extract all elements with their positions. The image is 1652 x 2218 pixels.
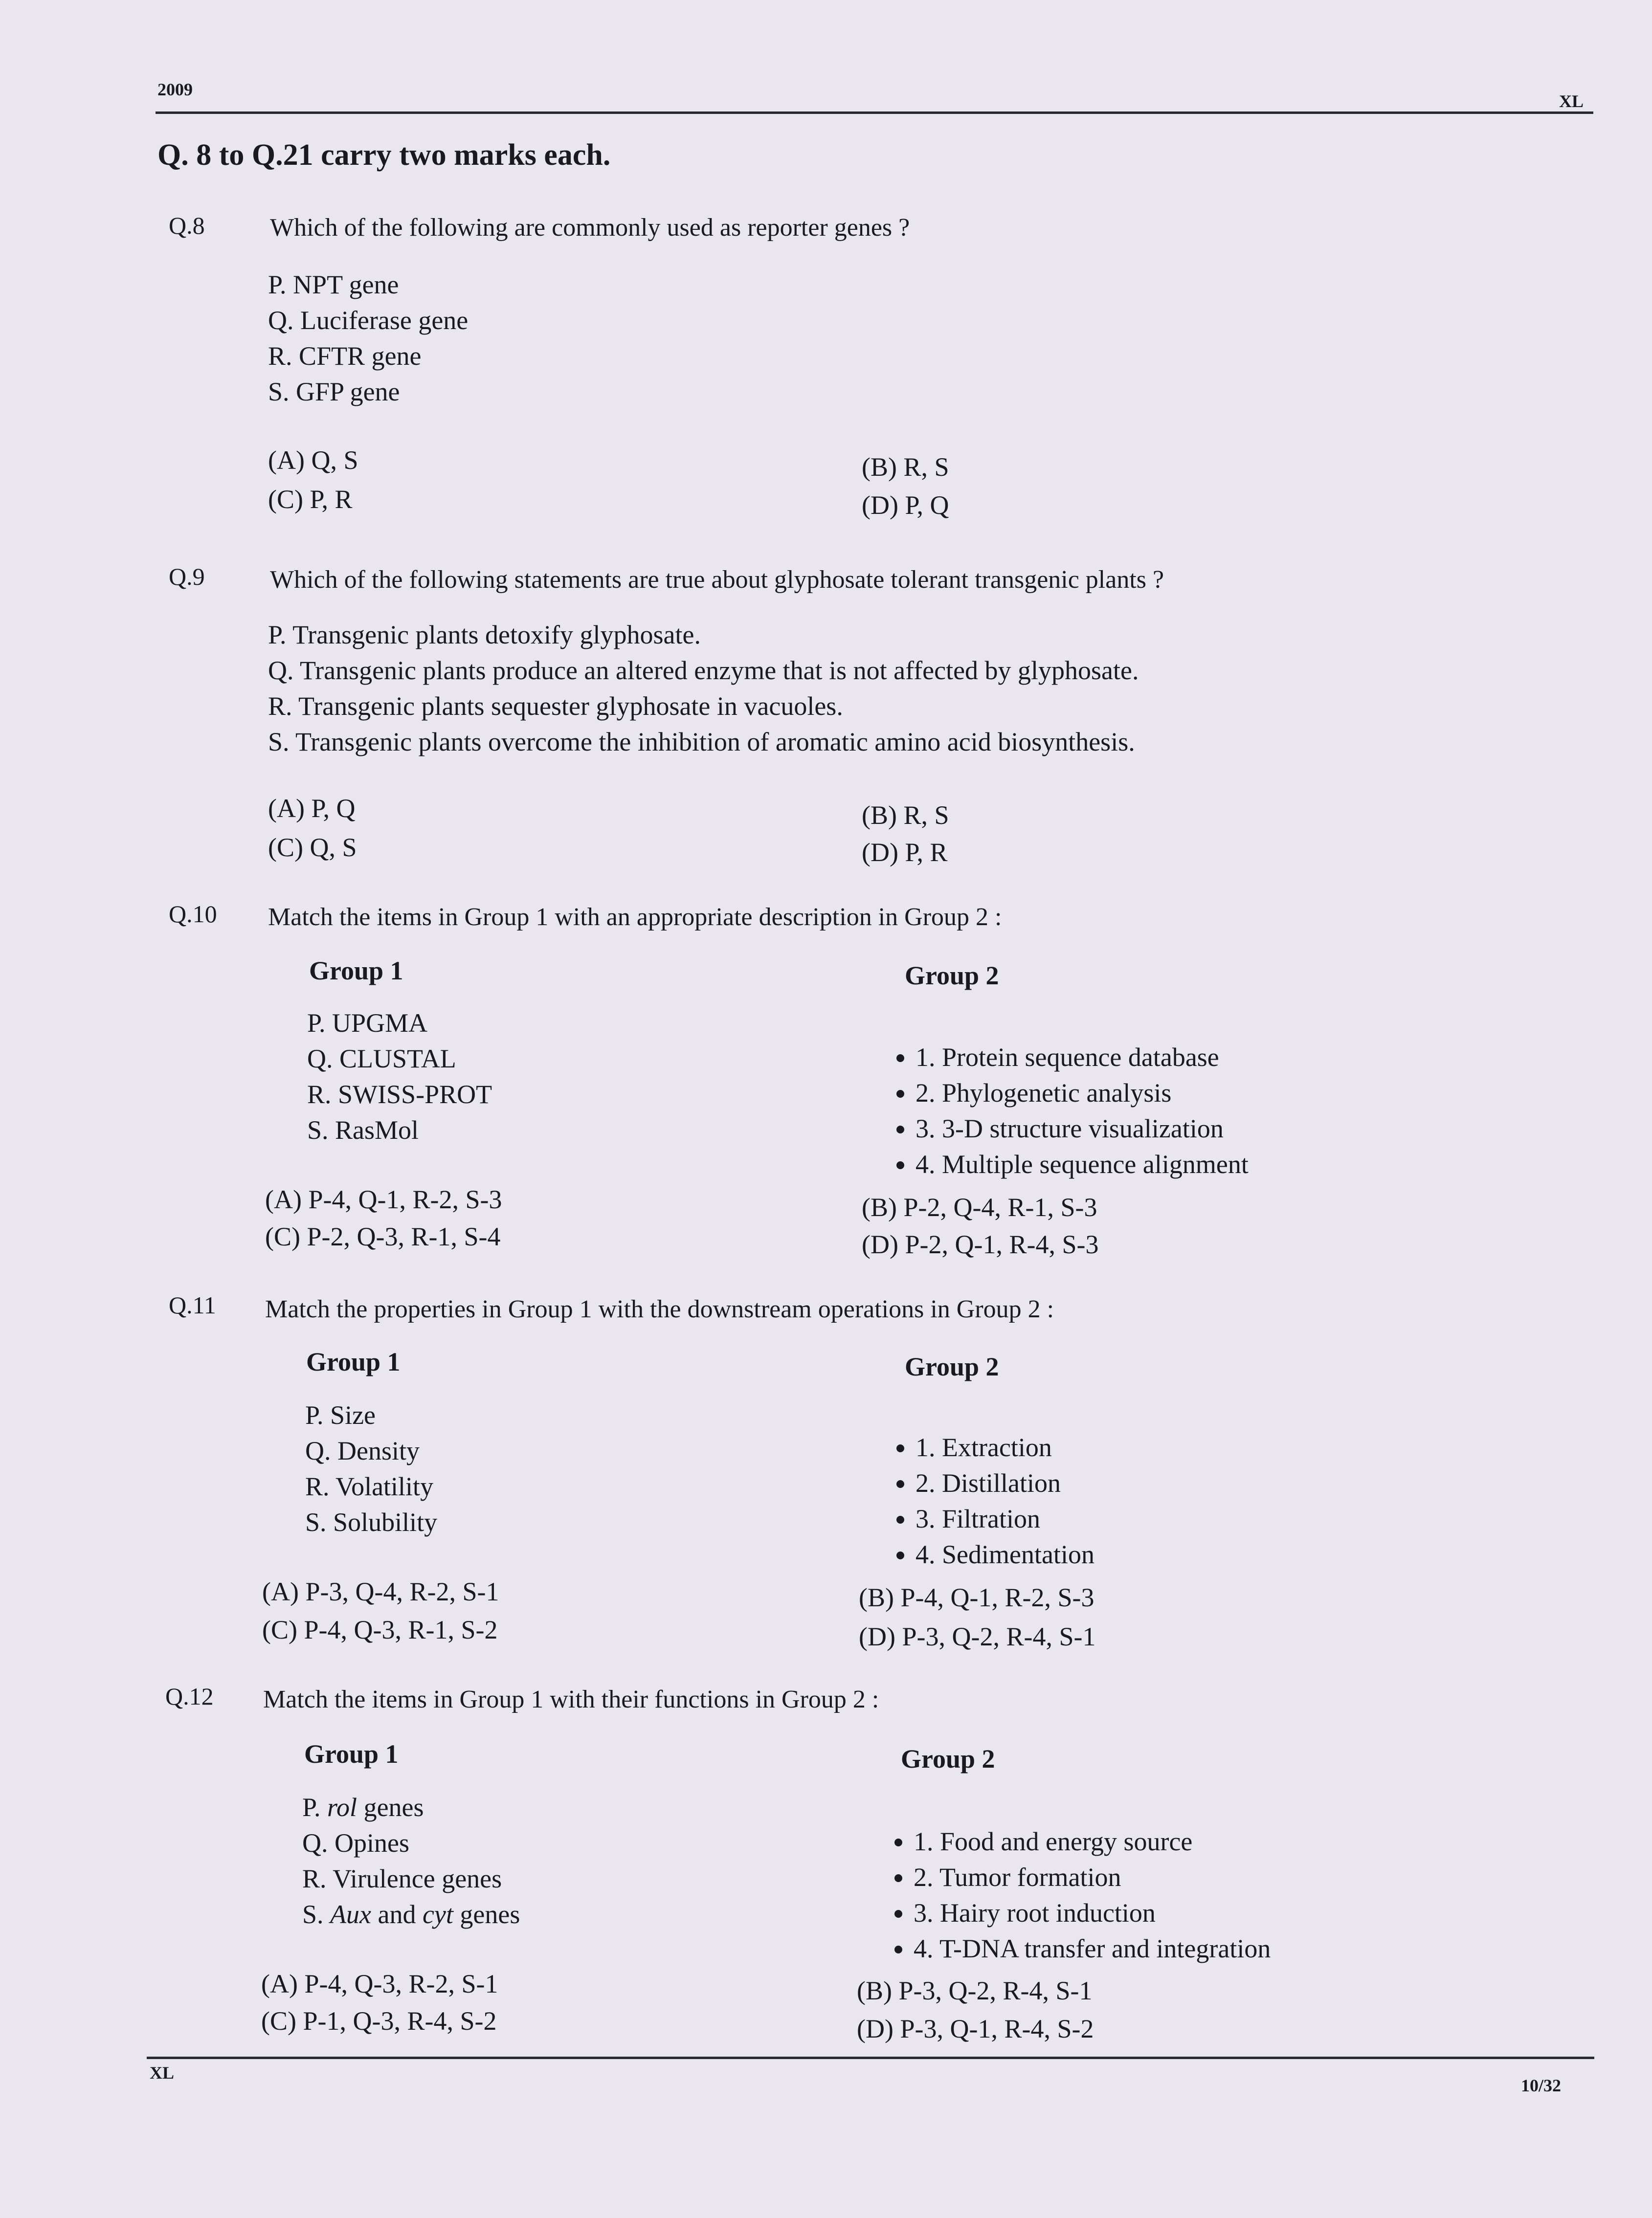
q10-group1-item: S. RasMol — [307, 1115, 419, 1145]
q9-option-c: (C) Q, S — [268, 833, 357, 862]
q10-group1-list — [307, 1005, 492, 1148]
q9-option-b: (B) R, S — [862, 800, 949, 830]
q10-group2-item: • 4. Multiple sequence alignment — [915, 1147, 1249, 1182]
q12-group1-item — [302, 1897, 520, 1932]
item-text: genes — [357, 1793, 424, 1822]
q9-number: Q.9 — [169, 563, 205, 590]
q12-group2-item: • 1. Food and energy source — [914, 1824, 1271, 1860]
q11-option-b: (B) P-4, Q-1, R-2, S-3 — [859, 1583, 1094, 1612]
page-number: 10/32 — [1521, 2076, 1562, 2095]
q12-option-d: (D) P-3, Q-1, R-4, S-2 — [857, 2014, 1094, 2043]
q11-group1-title: Group 1 — [306, 1347, 401, 1376]
q8-item: Q. Luciferase gene — [268, 306, 469, 335]
q10-group1-item: R. SWISS-PROT — [307, 1080, 492, 1109]
q11-group1-item: Q. Density — [305, 1436, 420, 1465]
q10-group1-item: P. UPGMA — [307, 1008, 428, 1038]
q9-item: S. Transgenic plants overcome the inhibition of aromatic amino acid biosynthesis. — [268, 727, 1135, 756]
q12-group2-item: • 2. Tumor formation — [914, 1860, 1271, 1895]
q11-group2-item: • 3. Filtration — [915, 1501, 1094, 1537]
q10-number: Q.10 — [169, 900, 217, 928]
q12-group2-item: • 3. Hairy root induction — [914, 1895, 1271, 1931]
q12-group1-list — [302, 1790, 520, 1932]
q8-text: Which of the following are commonly used as reporter genes ? — [270, 214, 910, 242]
q9-items — [268, 617, 1139, 760]
q9-option-d: (D) P, R — [862, 838, 948, 867]
q11-group1-list — [305, 1397, 437, 1540]
item-italic: Aux — [330, 1900, 371, 1929]
q12-number: Q.12 — [165, 1683, 214, 1710]
q10-group2-list — [896, 1040, 1249, 1182]
q11-group2-item: • 2. Distillation — [915, 1465, 1094, 1501]
footer-rule — [147, 2057, 1594, 2059]
q11-group1-item: P. Size — [305, 1400, 376, 1430]
header-year: 2009 — [157, 80, 193, 99]
section-title: Q. 8 to Q.21 carry two marks each. — [157, 138, 611, 172]
q10-option-c: (C) P-2, Q-3, R-1, S-4 — [265, 1222, 501, 1251]
q10-option-a: (A) P-4, Q-1, R-2, S-3 — [265, 1185, 502, 1214]
q11-number: Q.11 — [169, 1291, 216, 1319]
q8-option-d: (D) P, Q — [862, 490, 949, 520]
q11-option-c: (C) P-4, Q-3, R-1, S-2 — [262, 1615, 498, 1644]
header-rule — [156, 111, 1593, 114]
q12-group2-list — [894, 1824, 1271, 1967]
q11-option-d: (D) P-3, Q-2, R-4, S-1 — [859, 1622, 1096, 1651]
q11-group2-item: • 4. Sedimentation — [915, 1537, 1094, 1573]
item-text: and — [371, 1900, 423, 1929]
q8-item: S. GFP gene — [268, 377, 400, 406]
item-label: Q. — [302, 1828, 328, 1858]
item-italic: rol — [327, 1793, 357, 1822]
q12-group1-item — [302, 1790, 520, 1825]
q8-option-c: (C) P, R — [268, 485, 353, 514]
q11-group2-list — [896, 1430, 1094, 1573]
q10-group1-item: Q. CLUSTAL — [307, 1044, 456, 1073]
q12-group1-item — [302, 1825, 520, 1861]
q10-option-d: (D) P-2, Q-1, R-4, S-3 — [862, 1230, 1099, 1259]
q11-group2-item: • 1. Extraction — [915, 1430, 1094, 1465]
q8-number: Q.8 — [169, 212, 205, 239]
item-text: genes — [453, 1900, 520, 1929]
q9-item: Q. Transgenic plants produce an altered enzyme that is not affected by glyphosate. — [268, 656, 1139, 685]
item-italic: cyt — [422, 1900, 453, 1929]
q10-group2-item: • 3. 3-D structure visualization — [915, 1111, 1249, 1147]
q10-text: Match the items in Group 1 with an appropriate description in Group 2 : — [268, 903, 1002, 931]
q11-text: Match the properties in Group 1 with the downstream operations in Group 2 : — [265, 1295, 1054, 1323]
q9-text: Which of the following statements are true about glyphosate tolerant transgenic plants ? — [270, 566, 1164, 594]
footer-paper-code: XL — [150, 2063, 175, 2083]
q12-text: Match the items in Group 1 with their functions in Group 2 : — [263, 1686, 879, 1713]
q10-group2-title: Group 2 — [905, 961, 999, 990]
item-label: S. — [302, 1900, 324, 1929]
q9-item: P. Transgenic plants detoxify glyphosate. — [268, 620, 701, 649]
q12-option-c: (C) P-1, Q-3, R-4, S-2 — [261, 2006, 497, 2036]
q12-option-b: (B) P-3, Q-2, R-4, S-1 — [857, 1976, 1093, 2005]
q12-option-a: (A) P-4, Q-3, R-2, S-1 — [261, 1969, 498, 1998]
q11-group1-item: R. Volatility — [305, 1472, 434, 1501]
q11-option-a: (A) P-3, Q-4, R-2, S-1 — [262, 1577, 499, 1606]
q12-group1-title: Group 1 — [304, 1739, 399, 1769]
header-paper-code: XL — [1559, 91, 1584, 111]
item-text: Opines — [335, 1828, 409, 1858]
q8-option-b: (B) R, S — [862, 452, 949, 482]
q9-option-a: (A) P, Q — [268, 794, 356, 823]
q9-item: R. Transgenic plants sequester glyphosate in vacuoles. — [268, 691, 843, 721]
q8-item: P. NPT gene — [268, 270, 399, 299]
q8-option-a: (A) Q, S — [268, 445, 358, 475]
item-text: Virulence genes — [333, 1864, 502, 1893]
q10-group1-title: Group 1 — [309, 956, 403, 985]
q8-items — [268, 267, 468, 410]
q10-group2-item: • 1. Protein sequence database — [915, 1040, 1249, 1075]
q11-group1-item: S. Solubility — [305, 1508, 438, 1537]
q8-item: R. CFTR gene — [268, 341, 422, 371]
q12-group1-item — [302, 1861, 520, 1897]
q11-group2-title: Group 2 — [905, 1352, 999, 1381]
item-label: P. — [302, 1793, 321, 1822]
item-label: R. — [302, 1864, 327, 1893]
q12-group2-title: Group 2 — [901, 1744, 995, 1774]
q10-option-b: (B) P-2, Q-4, R-1, S-3 — [862, 1193, 1097, 1222]
q10-group2-item: • 2. Phylogenetic analysis — [915, 1075, 1249, 1111]
q12-group2-item: • 4. T-DNA transfer and integration — [914, 1931, 1271, 1967]
